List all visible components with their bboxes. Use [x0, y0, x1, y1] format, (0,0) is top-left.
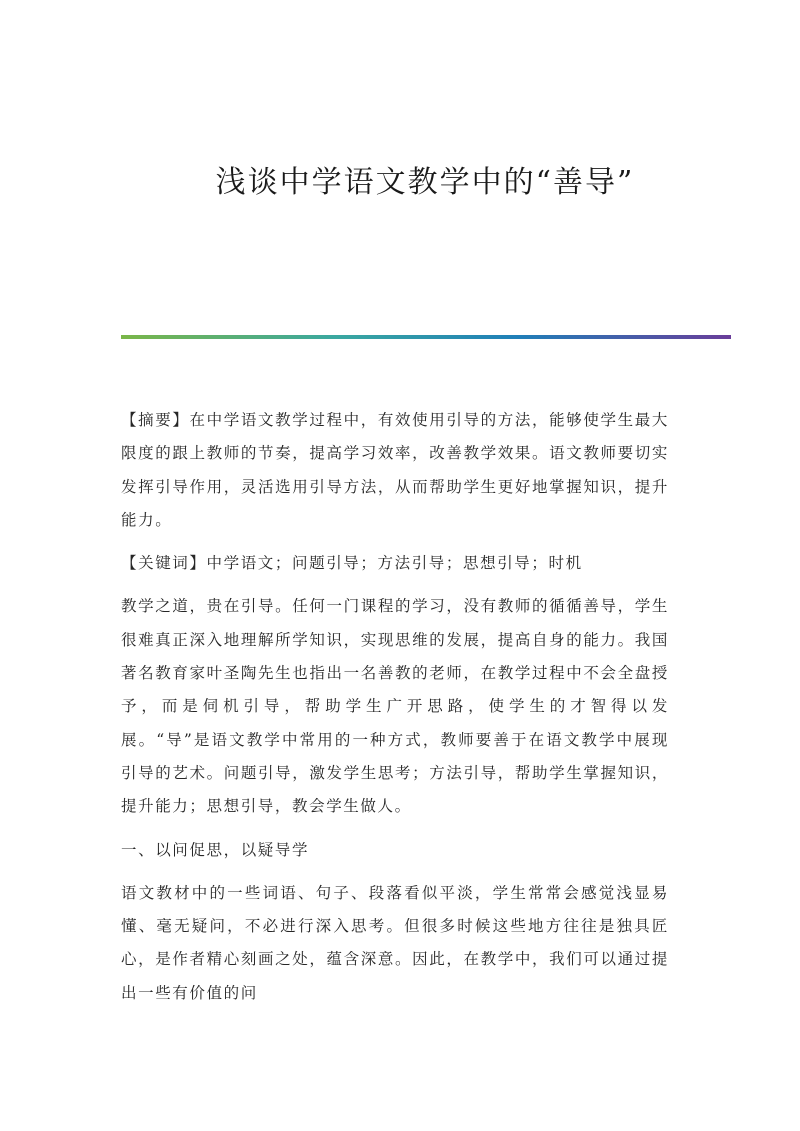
- section-paragraph: 语文教材中的一些词语、句子、段落看似平淡，学生常常会感觉浅显易懂、毫无疑问，不必进行深入思考。但很多时候这些地方往往是独具匠心，是作者精心刻画之处，蕴含深意。因此，在教学中，我们可以通过提出一些有价值的问: [121, 883, 669, 1002]
- document-title: 浅谈中学语文教学中的“善导”: [215, 165, 635, 200]
- title-divider: [121, 335, 731, 339]
- document-body: [121, 404, 669, 1020]
- abstract-paragraph: 【摘要】在中学语文教学过程中，有效使用引导的方法，能够使学生最大限度的跟上教师的节奏，提高学习效率，改善教学效果。语文教师要切实发挥引导作用，灵活选用引导方法，从而帮助学生更好地掌握知识，提升能力。: [121, 411, 669, 529]
- section-heading: 一、以问促思，以疑导学: [121, 840, 310, 859]
- intro-paragraph: 教学之道，贵在引导。任何一门课程的学习，没有教师的循循善导，学生很难真正深入地理解所学知识，实现思维的发展，提高自身的能力。我国著名教育家叶圣陶先生也指出一名善教的老师，在教学过程中不会全盘授予，而是伺机引导，帮助学生广开思路，使学生的才智得以发展。“导”是语文教学中常用的一种方式，教师要善于在语文教学中展现引导的艺术。问题引导，激发学生思考；方法引导，帮助学生掌握知识，提升能力；思想引导，教会学生做人。: [121, 597, 669, 816]
- keywords-paragraph: 【关键词】中学语文；问题引导；方法引导；思想引导；时机: [121, 554, 583, 573]
